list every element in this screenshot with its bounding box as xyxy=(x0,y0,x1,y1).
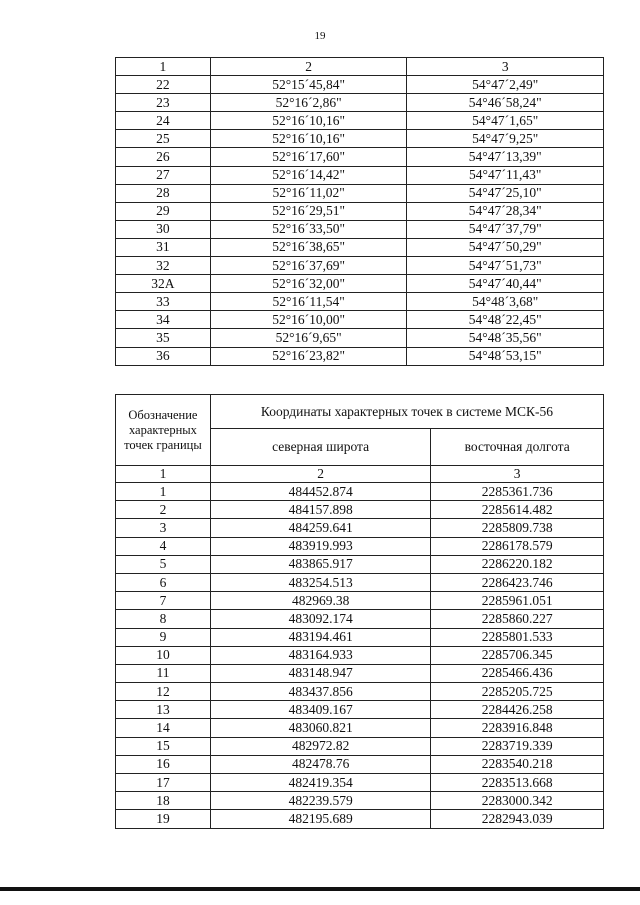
table-header-row xyxy=(116,395,604,429)
east-coordinate-cell: 2284426.258 xyxy=(431,701,604,719)
north-coordinate-cell: 484157.898 xyxy=(210,501,430,519)
north-coordinate-cell: 483060.821 xyxy=(210,719,430,737)
east-coordinate-cell: 54°48´22,45" xyxy=(407,311,604,329)
table-row xyxy=(116,148,604,166)
east-coordinate-cell: 2286220.182 xyxy=(431,555,604,573)
table-row xyxy=(116,329,604,347)
point-id-cell: 8 xyxy=(116,610,211,628)
north-coordinate-cell: 483919.993 xyxy=(210,537,430,555)
north-coordinate-cell: 482239.579 xyxy=(210,792,430,810)
north-coordinate-cell: 52°16´23,82" xyxy=(210,347,407,365)
table-row xyxy=(116,293,604,311)
north-coordinate-cell: 482195.689 xyxy=(210,810,430,828)
table-row xyxy=(116,347,604,365)
east-coordinate-cell: 2283719.339 xyxy=(431,737,604,755)
east-longitude-header: восточная долгота xyxy=(431,429,604,466)
north-latitude-header: северная широта xyxy=(210,429,430,466)
column-number-3: 3 xyxy=(431,466,604,483)
east-coordinate-cell: 54°47´13,39" xyxy=(407,148,604,166)
east-coordinate-cell: 2283513.668 xyxy=(431,774,604,792)
point-id-cell: 1 xyxy=(116,483,211,501)
point-id-cell: 12 xyxy=(116,683,211,701)
table-row xyxy=(116,220,604,238)
point-id-cell: 31 xyxy=(116,238,211,256)
table-row xyxy=(116,257,604,275)
table-row xyxy=(116,701,604,719)
table-row xyxy=(116,664,604,682)
coordinates-table-geographic xyxy=(115,57,604,366)
column-number-3: 3 xyxy=(407,58,604,76)
table-row xyxy=(116,573,604,591)
east-coordinate-cell: 2286423.746 xyxy=(431,573,604,591)
table-header-row xyxy=(116,58,604,76)
table-body xyxy=(116,483,604,829)
point-id-cell: 25 xyxy=(116,130,211,148)
point-id-cell: 23 xyxy=(116,94,211,112)
east-coordinate-cell: 2283540.218 xyxy=(431,755,604,773)
north-coordinate-cell: 484452.874 xyxy=(210,483,430,501)
coordinates-group-header: Координаты характерных точек в системе МСК-56 xyxy=(210,395,603,429)
north-coordinate-cell: 483865.917 xyxy=(210,555,430,573)
point-id-cell: 34 xyxy=(116,311,211,329)
north-coordinate-cell: 482969.38 xyxy=(210,592,430,610)
table-row xyxy=(116,184,604,202)
north-coordinate-cell: 52°16´11,02" xyxy=(210,184,407,202)
north-coordinate-cell: 52°16´9,65" xyxy=(210,329,407,347)
north-coordinate-cell: 52°16´29,51" xyxy=(210,202,407,220)
column-number-row xyxy=(116,466,604,483)
north-coordinate-cell: 52°16´10,00" xyxy=(210,311,407,329)
east-coordinate-cell: 2286178.579 xyxy=(431,537,604,555)
point-id-cell: 32 xyxy=(116,257,211,275)
north-coordinate-cell: 483148.947 xyxy=(210,664,430,682)
table-row xyxy=(116,94,604,112)
north-coordinate-cell: 52°16´17,60" xyxy=(210,148,407,166)
table-row xyxy=(116,537,604,555)
point-id-cell: 19 xyxy=(116,810,211,828)
point-id-cell: 14 xyxy=(116,719,211,737)
table-row xyxy=(116,755,604,773)
east-coordinate-cell: 2285961.051 xyxy=(431,592,604,610)
table-row xyxy=(116,202,604,220)
east-coordinate-cell: 2285706.345 xyxy=(431,646,604,664)
point-id-cell: 17 xyxy=(116,774,211,792)
point-id-cell: 35 xyxy=(116,329,211,347)
point-id-cell: 29 xyxy=(116,202,211,220)
point-id-cell: 18 xyxy=(116,792,211,810)
table-row xyxy=(116,483,604,501)
table-row xyxy=(116,76,604,94)
table-row xyxy=(116,112,604,130)
coordinates-table-msk56 xyxy=(115,394,604,829)
point-id-cell: 6 xyxy=(116,573,211,591)
north-coordinate-cell: 484259.641 xyxy=(210,519,430,537)
east-coordinate-cell: 54°47´51,73" xyxy=(407,257,604,275)
north-coordinate-cell: 483254.513 xyxy=(210,573,430,591)
table-row xyxy=(116,774,604,792)
north-coordinate-cell: 52°16´37,69" xyxy=(210,257,407,275)
point-id-cell: 33 xyxy=(116,293,211,311)
east-coordinate-cell: 2285809.738 xyxy=(431,519,604,537)
column-number-2: 2 xyxy=(210,58,407,76)
column-number-2: 2 xyxy=(210,466,430,483)
point-id-cell: 7 xyxy=(116,592,211,610)
point-designation-header: Обозначение характерных точек границы xyxy=(116,395,211,466)
north-coordinate-cell: 52°16´10,16" xyxy=(210,112,407,130)
north-coordinate-cell: 483164.933 xyxy=(210,646,430,664)
table-row xyxy=(116,592,604,610)
north-coordinate-cell: 52°16´11,54" xyxy=(210,293,407,311)
table-row xyxy=(116,610,604,628)
east-coordinate-cell: 54°46´58,24" xyxy=(407,94,604,112)
north-coordinate-cell: 52°16´2,86" xyxy=(210,94,407,112)
east-coordinate-cell: 54°47´11,43" xyxy=(407,166,604,184)
east-coordinate-cell: 54°47´50,29" xyxy=(407,238,604,256)
east-coordinate-cell: 54°48´3,68" xyxy=(407,293,604,311)
table-row xyxy=(116,275,604,293)
east-coordinate-cell: 54°47´2,49" xyxy=(407,76,604,94)
east-coordinate-cell: 2282943.039 xyxy=(431,810,604,828)
column-number-1: 1 xyxy=(116,58,211,76)
point-id-cell: 2 xyxy=(116,501,211,519)
page-number: 19 xyxy=(314,30,326,42)
east-coordinate-cell: 54°47´28,34" xyxy=(407,202,604,220)
north-coordinate-cell: 483092.174 xyxy=(210,610,430,628)
east-coordinate-cell: 2283000.342 xyxy=(431,792,604,810)
point-id-cell: 15 xyxy=(116,737,211,755)
east-coordinate-cell: 2285466.436 xyxy=(431,664,604,682)
point-id-cell: 36 xyxy=(116,347,211,365)
north-coordinate-cell: 52°16´14,42" xyxy=(210,166,407,184)
point-id-cell: 10 xyxy=(116,646,211,664)
table-body xyxy=(116,76,604,366)
table-row xyxy=(116,130,604,148)
point-id-cell: 13 xyxy=(116,701,211,719)
east-coordinate-cell: 2285801.533 xyxy=(431,628,604,646)
point-id-cell: 26 xyxy=(116,148,211,166)
east-coordinate-cell: 2283916.848 xyxy=(431,719,604,737)
table-row xyxy=(116,646,604,664)
point-id-cell: 27 xyxy=(116,166,211,184)
table-row xyxy=(116,166,604,184)
point-id-cell: 28 xyxy=(116,184,211,202)
table-row xyxy=(116,792,604,810)
north-coordinate-cell: 52°16´32,00" xyxy=(210,275,407,293)
table-row xyxy=(116,501,604,519)
point-id-cell: 30 xyxy=(116,220,211,238)
north-coordinate-cell: 52°16´33,50" xyxy=(210,220,407,238)
column-number-1: 1 xyxy=(116,466,211,483)
east-coordinate-cell: 2285614.482 xyxy=(431,501,604,519)
east-coordinate-cell: 54°47´9,25" xyxy=(407,130,604,148)
north-coordinate-cell: 52°15´45,84" xyxy=(210,76,407,94)
east-coordinate-cell: 54°48´53,15" xyxy=(407,347,604,365)
east-coordinate-cell: 54°47´37,79" xyxy=(407,220,604,238)
point-id-cell: 32А xyxy=(116,275,211,293)
north-coordinate-cell: 482478.76 xyxy=(210,755,430,773)
table-row xyxy=(116,719,604,737)
table-row xyxy=(116,737,604,755)
point-id-cell: 3 xyxy=(116,519,211,537)
point-id-cell: 22 xyxy=(116,76,211,94)
east-coordinate-cell: 54°47´1,65" xyxy=(407,112,604,130)
table-row xyxy=(116,519,604,537)
point-id-cell: 4 xyxy=(116,537,211,555)
point-id-cell: 16 xyxy=(116,755,211,773)
north-coordinate-cell: 482419.354 xyxy=(210,774,430,792)
north-coordinate-cell: 482972.82 xyxy=(210,737,430,755)
point-id-cell: 5 xyxy=(116,555,211,573)
north-coordinate-cell: 52°16´10,16" xyxy=(210,130,407,148)
east-coordinate-cell: 2285860.227 xyxy=(431,610,604,628)
table-row xyxy=(116,311,604,329)
table-row xyxy=(116,628,604,646)
point-id-cell: 9 xyxy=(116,628,211,646)
point-id-cell: 11 xyxy=(116,664,211,682)
bottom-rule xyxy=(0,887,640,891)
east-coordinate-cell: 54°48´35,56" xyxy=(407,329,604,347)
table-row xyxy=(116,810,604,828)
east-coordinate-cell: 2285361.736 xyxy=(431,483,604,501)
north-coordinate-cell: 483409.167 xyxy=(210,701,430,719)
point-id-cell: 24 xyxy=(116,112,211,130)
table-row xyxy=(116,555,604,573)
east-coordinate-cell: 54°47´25,10" xyxy=(407,184,604,202)
north-coordinate-cell: 483194.461 xyxy=(210,628,430,646)
north-coordinate-cell: 52°16´38,65" xyxy=(210,238,407,256)
north-coordinate-cell: 483437.856 xyxy=(210,683,430,701)
table-row xyxy=(116,683,604,701)
table-row xyxy=(116,238,604,256)
east-coordinate-cell: 54°47´40,44" xyxy=(407,275,604,293)
east-coordinate-cell: 2285205.725 xyxy=(431,683,604,701)
